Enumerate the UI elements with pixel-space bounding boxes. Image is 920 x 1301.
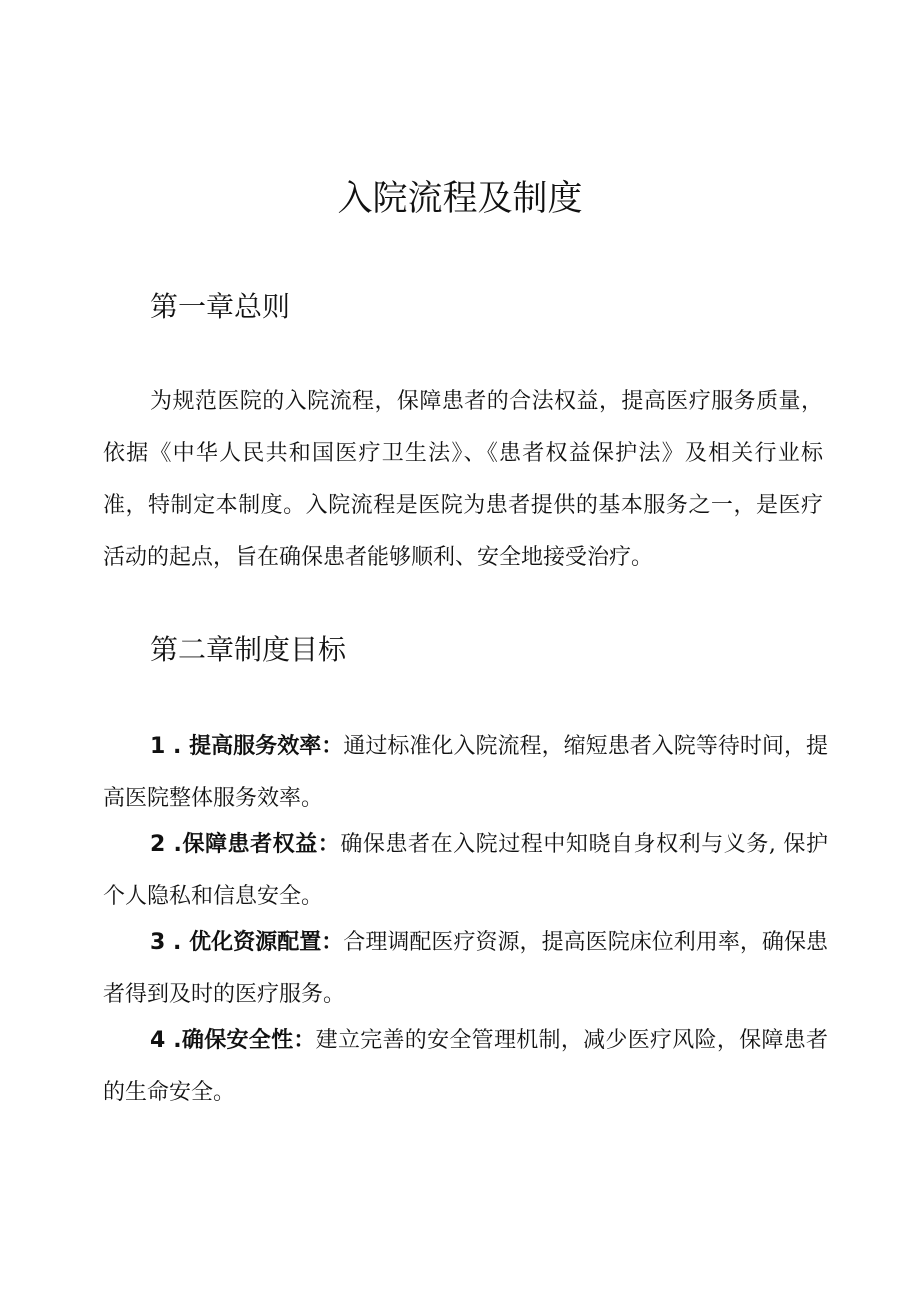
goal-item — [103, 721, 828, 825]
goal-label: 保障患者权益： — [181, 832, 341, 857]
goal-number: 2 . — [150, 832, 182, 857]
goal-text: 通过标准化入院流程，缩短患者入院等待时间，提高医院整体服务效率。 — [103, 734, 828, 811]
goal-text: 建立完善的安全管理机制，减少医疗风险，保障患者的生命安全。 — [103, 1028, 828, 1105]
goal-number: 1 . — [150, 734, 190, 759]
goal-item — [103, 917, 828, 1021]
goal-label: 确保安全性： — [181, 1028, 316, 1053]
goal-number: 4 . — [150, 1028, 182, 1053]
chapter-1-paragraph: 为规范医院的入院流程，保障患者的合法权益，提高医疗服务质量，依据《中华人民共和国医疗卫生法》、《患者权益保护法》及相关行业标准，特制定本制度。入院流程是医院为患者提供的基本服务之一，是医疗活动的起点，旨在确保患者能够顺利、安全地接受治疗。 — [103, 389, 823, 570]
document-title: 入院流程及制度 — [337, 179, 583, 219]
goal-number: 3 . — [150, 930, 190, 955]
goal-text: 合理调配医疗资源，提高医院床位利用率，确保患者得到及时的医疗服务。 — [103, 930, 828, 1007]
goal-label: 优化资源配置： — [189, 930, 344, 955]
goal-label: 提高服务效率： — [189, 734, 344, 759]
goal-item — [103, 819, 828, 923]
goal-item — [103, 1015, 828, 1119]
goal-text: 确保患者在入院过程中知晓自身权利与义务, 保护个人隐私和信息安全。 — [103, 832, 828, 909]
chapter-2-heading: 第二章制度目标 — [150, 633, 347, 666]
chapter-1-heading: 第一章总则 — [150, 290, 291, 323]
